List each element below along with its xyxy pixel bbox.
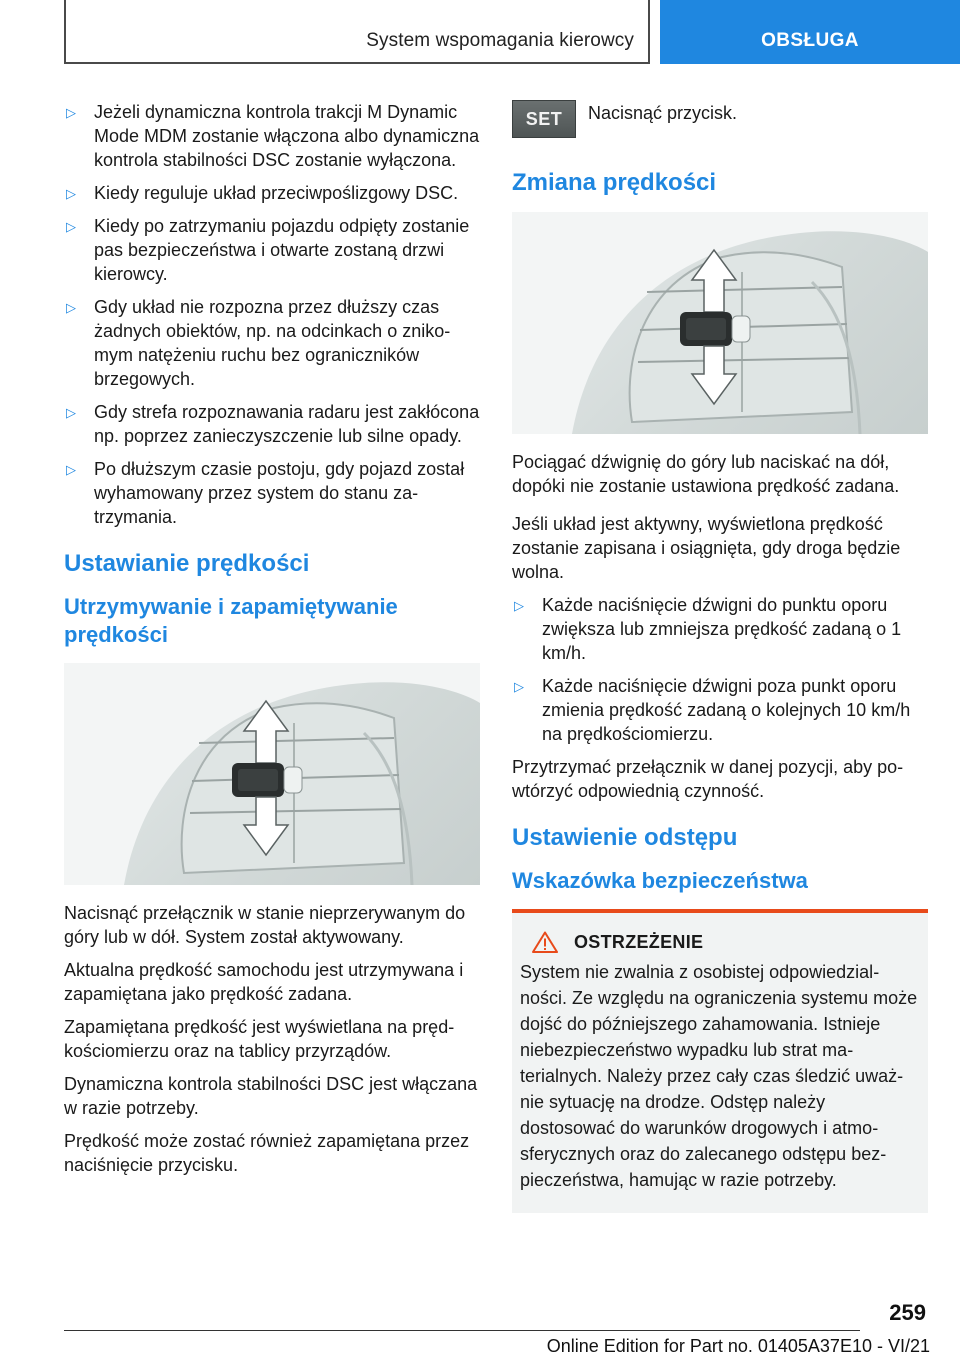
- paragraph: Przytrzymać przełącznik w danej pozycji, aby powtórzyć odpowiednią czynność.: [512, 757, 904, 801]
- warning-box: [512, 913, 928, 1213]
- triangle-bullet-icon: ▷: [514, 598, 524, 613]
- paragraph: Pociągać dźwignię do góry lub naciskać na dół, dopóki nie zostanie ustawiona prędkość zadana.: [512, 452, 900, 496]
- right-column: [512, 100, 928, 1213]
- steering-wheel-rocker-illustration: [64, 663, 480, 885]
- warning-text: System nie zwalnia z osobistej odpowiedzialności. Ze względu na ograniczenia systemu może dojść do późniejszego zahamowania. Istnieje niebezpieczeństwo wypadku lub strat materialnych. Należy przez cały czas śledzić uważnie sytuację na drodze. Odstęp należy dostosować do warunków drogowych i atmosferycznych oraz do zalecanego odstępu bezpieczeństwa, hamując w razie potrzeby.: [520, 962, 918, 1190]
- paragraph: Zapamiętana prędkość jest wyświetlana na prędkościomierzu oraz na tablicy przyrządów.: [64, 1017, 455, 1061]
- set-button-icon: SET: [512, 100, 576, 138]
- heading-change-speed: Zmiana prędkości: [512, 169, 717, 196]
- subheading-safety-note: Wskazówka bezpieczeństwa: [512, 868, 808, 893]
- paragraph: Dynamiczna kontrola stabilności DSC jest włączana w razie potrzeby.: [64, 1074, 478, 1118]
- subheading-keep-speed: Utrzymywanie i zapamiętywanie prędkości: [64, 594, 398, 647]
- header-chapter-box: [660, 0, 960, 64]
- page-number: 259: [889, 1300, 926, 1325]
- triangle-bullet-icon: ▷: [66, 219, 76, 234]
- chapter-title: OBSŁUGA: [761, 30, 859, 51]
- header-section-box: [64, 0, 650, 64]
- list-item: ▷ Po dłuższym czasie postoju, gdy pojazd został wyhamowany przez system do stanu zatrzymania.: [66, 459, 465, 527]
- triangle-bullet-icon: ▷: [66, 300, 76, 315]
- warning-triangle-icon: [532, 931, 558, 953]
- section-title: System wspomagania kierowcy: [366, 30, 634, 51]
- list-item: ▷ Gdy strefa rozpoznawania radaru jest zakłócona np. poprzez zanieczyszczenie lub silne opady.: [66, 402, 480, 446]
- heading-set-distance: Ustawienie odstępu: [512, 824, 738, 851]
- triangle-bullet-icon: ▷: [66, 186, 76, 201]
- triangle-bullet-icon: ▷: [66, 105, 76, 120]
- steering-wheel-switch-image-2: [512, 212, 928, 434]
- triangle-bullet-icon: ▷: [514, 679, 524, 694]
- list-item: ▷ Kiedy reguluje układ przeciwpoślizgowy DSC.: [64, 181, 480, 205]
- paragraph: Nacisnąć przełącznik w stanie nieprzerywanym do góry lub w dół. System został aktywowany.: [64, 903, 466, 947]
- triangle-bullet-icon: ▷: [66, 462, 76, 477]
- warning-title-row: [520, 931, 920, 953]
- steering-wheel-rocker-illustration-2: [512, 212, 928, 434]
- list-item: ▷ Gdy układ nie rozpozna przez dłuższy czas żadnych obiektów, np. na odcinkach o znikomym natężeniu ruchu bez ograniczników brzegowych.: [66, 297, 451, 389]
- paragraph: Prędkość może zostać również zapamiętana przez naciśnięcie przycisku.: [64, 1131, 470, 1175]
- left-column: [64, 100, 480, 1186]
- footer-rule: [64, 1330, 860, 1331]
- steering-wheel-switch-image: [64, 663, 480, 885]
- list-item: ▷ Kiedy po zatrzymaniu pojazdu odpięty zostanie pas bezpieczeństwa i otwarte zostaną drzwi kierowcy.: [66, 216, 470, 284]
- list-item: ▷ Jeżeli dynamiczna kontrola trakcji M Dynamic Mode MDM zostanie włączona albo dynamiczna kontrola stabilności DSC zostanie wyłączona.: [66, 102, 480, 170]
- list-item: ▷ Każde naciśnięcie dźwigni do punktu oporu zwiększa lub zmniejsza prędkość zadaną o 1 km/h.: [514, 595, 902, 663]
- edition-line: Online Edition for Part no. 01405A37E10 - VI/21: [546, 1336, 930, 1356]
- triangle-bullet-icon: ▷: [66, 405, 76, 420]
- set-button-row: [512, 100, 928, 138]
- speed-step-list: [512, 593, 928, 746]
- warning-title: OSTRZEŻENIE: [574, 931, 704, 952]
- deactivation-conditions-list: [64, 100, 480, 529]
- paragraph: Jeśli układ jest aktywny, wyświetlona prędkość zostanie zapisana i osiągnięta, gdy droga będzie wolna.: [512, 514, 901, 582]
- paragraph: Aktualna prędkość samochodu jest utrzymywana i zapamiętana jako prędkość zadana.: [64, 960, 464, 1004]
- list-item: ▷ Każde naciśnięcie dźwigni poza punkt oporu zmienia prędkość zadaną o kolejnych 10 km/h na prędkościomierzu.: [514, 676, 911, 744]
- heading-set-speed: Ustawianie prędkości: [64, 550, 310, 577]
- set-instruction: Nacisnąć przycisk.: [588, 103, 738, 123]
